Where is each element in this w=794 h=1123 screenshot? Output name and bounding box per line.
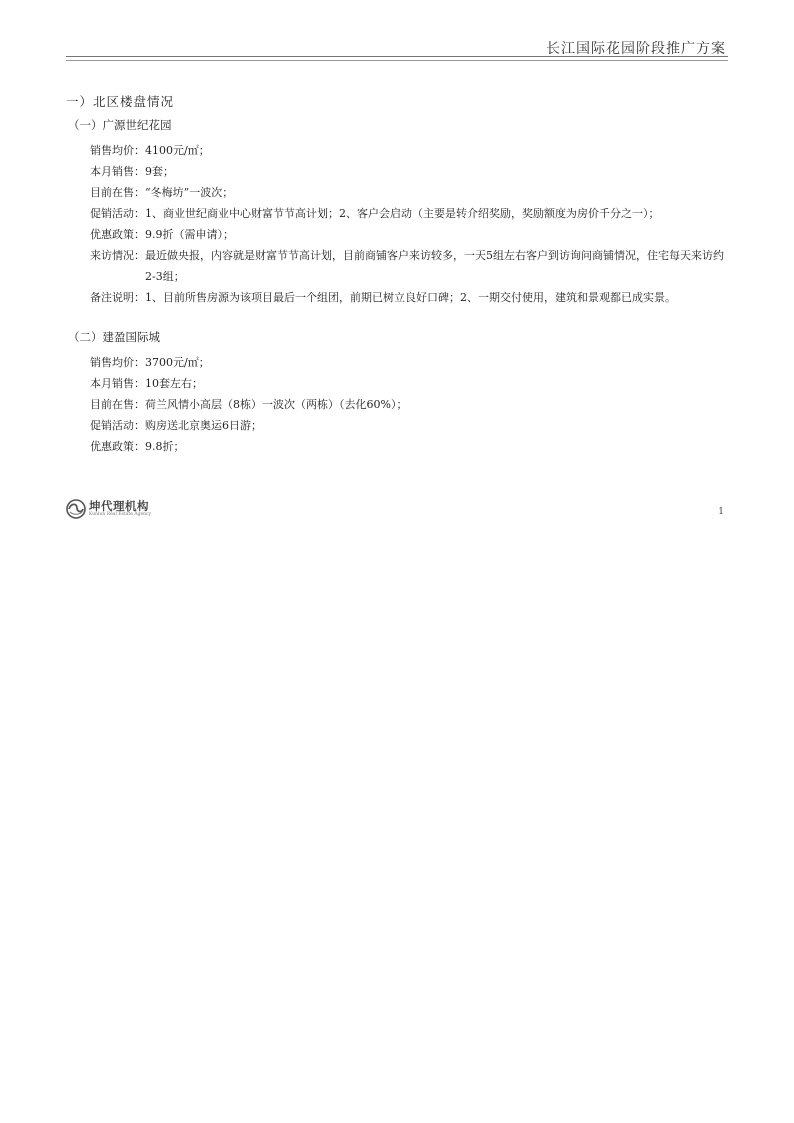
- row-value: 3700元/㎡；: [145, 356, 210, 369]
- info-row: [66, 373, 728, 394]
- row-label: 目前在售：: [90, 186, 145, 199]
- info-row: [66, 182, 728, 203]
- row-value: 4100元/㎡；: [145, 144, 210, 157]
- row-value: 9.8折；: [145, 440, 185, 453]
- row-label: 销售均价：: [90, 356, 145, 369]
- row-value: 1、商业世纪商业中心财富节节高计划；2、客户会启动（主要是转介绍奖励，奖励额度为房价千分之一）；: [145, 207, 660, 220]
- row-label: 本月销售：: [90, 377, 145, 390]
- row-label: 优惠政策：: [90, 228, 145, 241]
- logo-english-name: Kunlun Real Estate Agency: [89, 512, 152, 517]
- row-value: 9套；: [145, 165, 174, 178]
- info-row: [66, 394, 728, 415]
- document-content: [66, 92, 728, 457]
- swirl-logo-icon: [66, 499, 86, 519]
- row-label: 本月销售：: [90, 165, 145, 178]
- info-row: [66, 352, 728, 373]
- row-value: 荷兰风情小高层（8栋）一波次（两栋）（去化60%）；: [145, 398, 408, 411]
- info-row: [66, 161, 728, 182]
- project-title: （一）广源世纪花园: [68, 118, 172, 132]
- logo-chinese-name: 坤代理机构: [89, 499, 149, 513]
- info-row: [66, 436, 728, 457]
- info-row: [66, 203, 728, 224]
- company-logo: [66, 499, 151, 519]
- logo-text: [89, 500, 151, 518]
- info-row: [66, 415, 728, 436]
- section-spacer: [66, 308, 728, 324]
- header-title: 长江国际花园阶段推广方案: [546, 41, 726, 57]
- row-label: 销售均价：: [90, 144, 145, 157]
- row-value: “冬梅坊”一波次；: [145, 186, 234, 199]
- row-value: 9.9折（需申请）；: [145, 228, 234, 241]
- header-rule: [66, 56, 728, 61]
- project-block-2: [66, 329, 728, 457]
- row-value: 购房送北京奥运6日游；: [145, 419, 262, 432]
- row-label: 备注说明：: [90, 291, 145, 304]
- project-block-1: [66, 117, 728, 308]
- section-title: 一）北区楼盘情况: [66, 94, 175, 109]
- info-row: [66, 224, 728, 245]
- info-row: [66, 245, 728, 287]
- info-row: [66, 287, 728, 308]
- row-label: 来访情况：: [90, 249, 145, 262]
- row-value: 1、目前所售房源为该项目最后一个组团，前期已树立良好口碑；2、一期交付使用，建筑和景观都已成实景。: [145, 291, 676, 304]
- row-label: 促销活动：: [90, 419, 145, 432]
- project-title: （二）建盈国际城: [68, 330, 160, 344]
- info-row: [66, 140, 728, 161]
- row-label: 优惠政策：: [90, 440, 145, 453]
- row-label: 促销活动：: [90, 207, 145, 220]
- page-number: 1: [718, 507, 724, 517]
- row-label: 目前在售：: [90, 398, 145, 411]
- row-value: 最近做央报，内容就是财富节节高计划，目前商铺客户来访较多，一天5组左右客户到访询问商铺情况，住宅每天来访约2-3组；: [145, 249, 724, 283]
- row-value: 10套左右；: [145, 377, 203, 390]
